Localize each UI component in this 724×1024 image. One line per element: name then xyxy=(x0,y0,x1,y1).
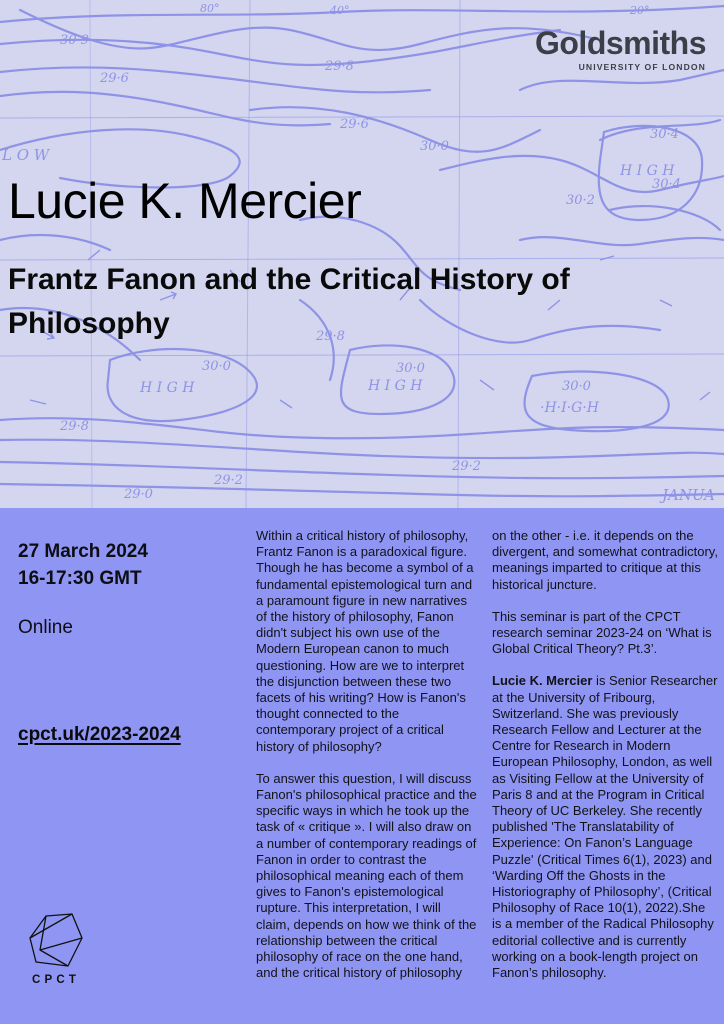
seminar-series-note: This seminar is part of the CPCT research seminar 2023-24 on ‘What is Global Critical Theory? Pt.3’. xyxy=(492,608,712,657)
svg-text:30·0: 30·0 xyxy=(202,359,231,374)
cpct-label: CPCT xyxy=(32,974,81,986)
svg-text:29·0: 29·0 xyxy=(124,487,153,502)
svg-text:80°: 80° xyxy=(200,2,220,15)
svg-text:H I G H: H I G H xyxy=(140,380,195,396)
weather-map-illustration xyxy=(0,0,724,508)
svg-text:30·4: 30·4 xyxy=(650,127,679,142)
svg-text:L O W: L O W xyxy=(2,146,50,164)
talk-title: Frantz Fanon and the Critical History of Philosophy xyxy=(8,263,570,340)
abstract-column-1 xyxy=(256,528,478,997)
svg-text:30·2: 30·2 xyxy=(566,193,595,208)
svg-text:30·4: 30·4 xyxy=(652,177,681,192)
svg-text:29·8: 29·8 xyxy=(325,59,354,74)
event-url-link[interactable]: cpct.uk/2023-2024 xyxy=(18,724,181,745)
event-mode: Online xyxy=(18,617,73,638)
logo-subtitle: UNIVERSITY OF LONDON xyxy=(578,62,706,72)
goldsmiths-logo xyxy=(535,27,706,72)
abstract-paragraph-2-continued: on the other - i.e. it depends on the divergent, and somewhat contradictory, meanings imparted to critique at this historical juncture. xyxy=(492,528,718,592)
svg-text:30·0: 30·0 xyxy=(562,379,591,394)
speaker-name: Lucie K. Mercier xyxy=(8,173,362,229)
bio-speaker-name: Lucie K. Mercier xyxy=(492,673,593,689)
svg-text:29·2: 29·2 xyxy=(214,473,243,488)
speaker-bio xyxy=(492,673,718,981)
bio-text: is Senior Researcher at the University of Fribourg, Switzerland. She was previously Research Fellow and Lecturer at the Centre for Research in Modern European Philosophy, London, as well as Visiting Fellow at the University of Paris 8 and at the Program in Critical Theory of UC Berkeley. She recently published 'The Translatability of Experience: On Fanon’s Language Puzzle' (Critical Times 6(1), 2023) and ‘Warding Off the Ghosts in the Historiography of Philosophy’, (Critical Philosophy of Race 10(1), 2022).She is a member of the Radical Philosophy editorial collective and is currently working on a book-length project on Fanon’s philosophy. xyxy=(492,673,718,981)
svg-text:H I G H: H I G H xyxy=(368,378,423,394)
svg-text:29·6: 29·6 xyxy=(340,117,369,132)
abstract-paragraph-2: To answer this question, I will discuss Fanon's philosophical practice and the specific ways in which he took up the task of « critique ». I will also draw on a number of contemporary readings of Fanon in order to contrast the philosophical meaning each of them gives to Fanon's epistemological rupture. This interpretation, I will claim, depends on how we think of the relationship between the critical philosophy of race on the one hand, and the critical history of philosophy xyxy=(256,770,477,981)
event-date: 27 March 2024 xyxy=(18,541,148,562)
logo-wordmark: Goldsmiths xyxy=(534,25,706,61)
event-time: 16-17:30 GMT xyxy=(18,568,142,589)
svg-text:29·2: 29·2 xyxy=(452,459,481,474)
svg-text:20°: 20° xyxy=(630,4,650,17)
svg-text:30·0: 30·0 xyxy=(420,139,449,154)
abstract-column-2 xyxy=(492,528,718,997)
header-map-area xyxy=(0,0,724,508)
svg-text:·H·I·G·H: ·H·I·G·H xyxy=(540,400,599,416)
svg-text:29·8: 29·8 xyxy=(60,419,89,434)
svg-text:30·9: 30·9 xyxy=(60,33,89,48)
svg-text:40°: 40° xyxy=(330,4,350,17)
svg-text:29·8: 29·8 xyxy=(316,329,345,344)
svg-text:JANUA: JANUA xyxy=(662,486,715,504)
svg-text:H I G H: H I G H xyxy=(620,163,675,179)
abstract-paragraph-1: Within a critical history of philosophy, Frantz Fanon is a paradoxical figure. Though he has become a symbol of a fundamental epistemological turn and a paramount figure in new narratives of the history of philosophy, Fanon didn't subject his own use of the Modern European canon to much questioning. How are we to interpret the disjunction between these two facets of his writing? How is Fanon's thought connected to the contemporary project of a critical history of philosophy? xyxy=(256,528,474,754)
svg-text:29·6: 29·6 xyxy=(100,71,129,86)
cpct-polygon-icon xyxy=(28,912,84,970)
svg-text:30·0: 30·0 xyxy=(396,361,425,376)
